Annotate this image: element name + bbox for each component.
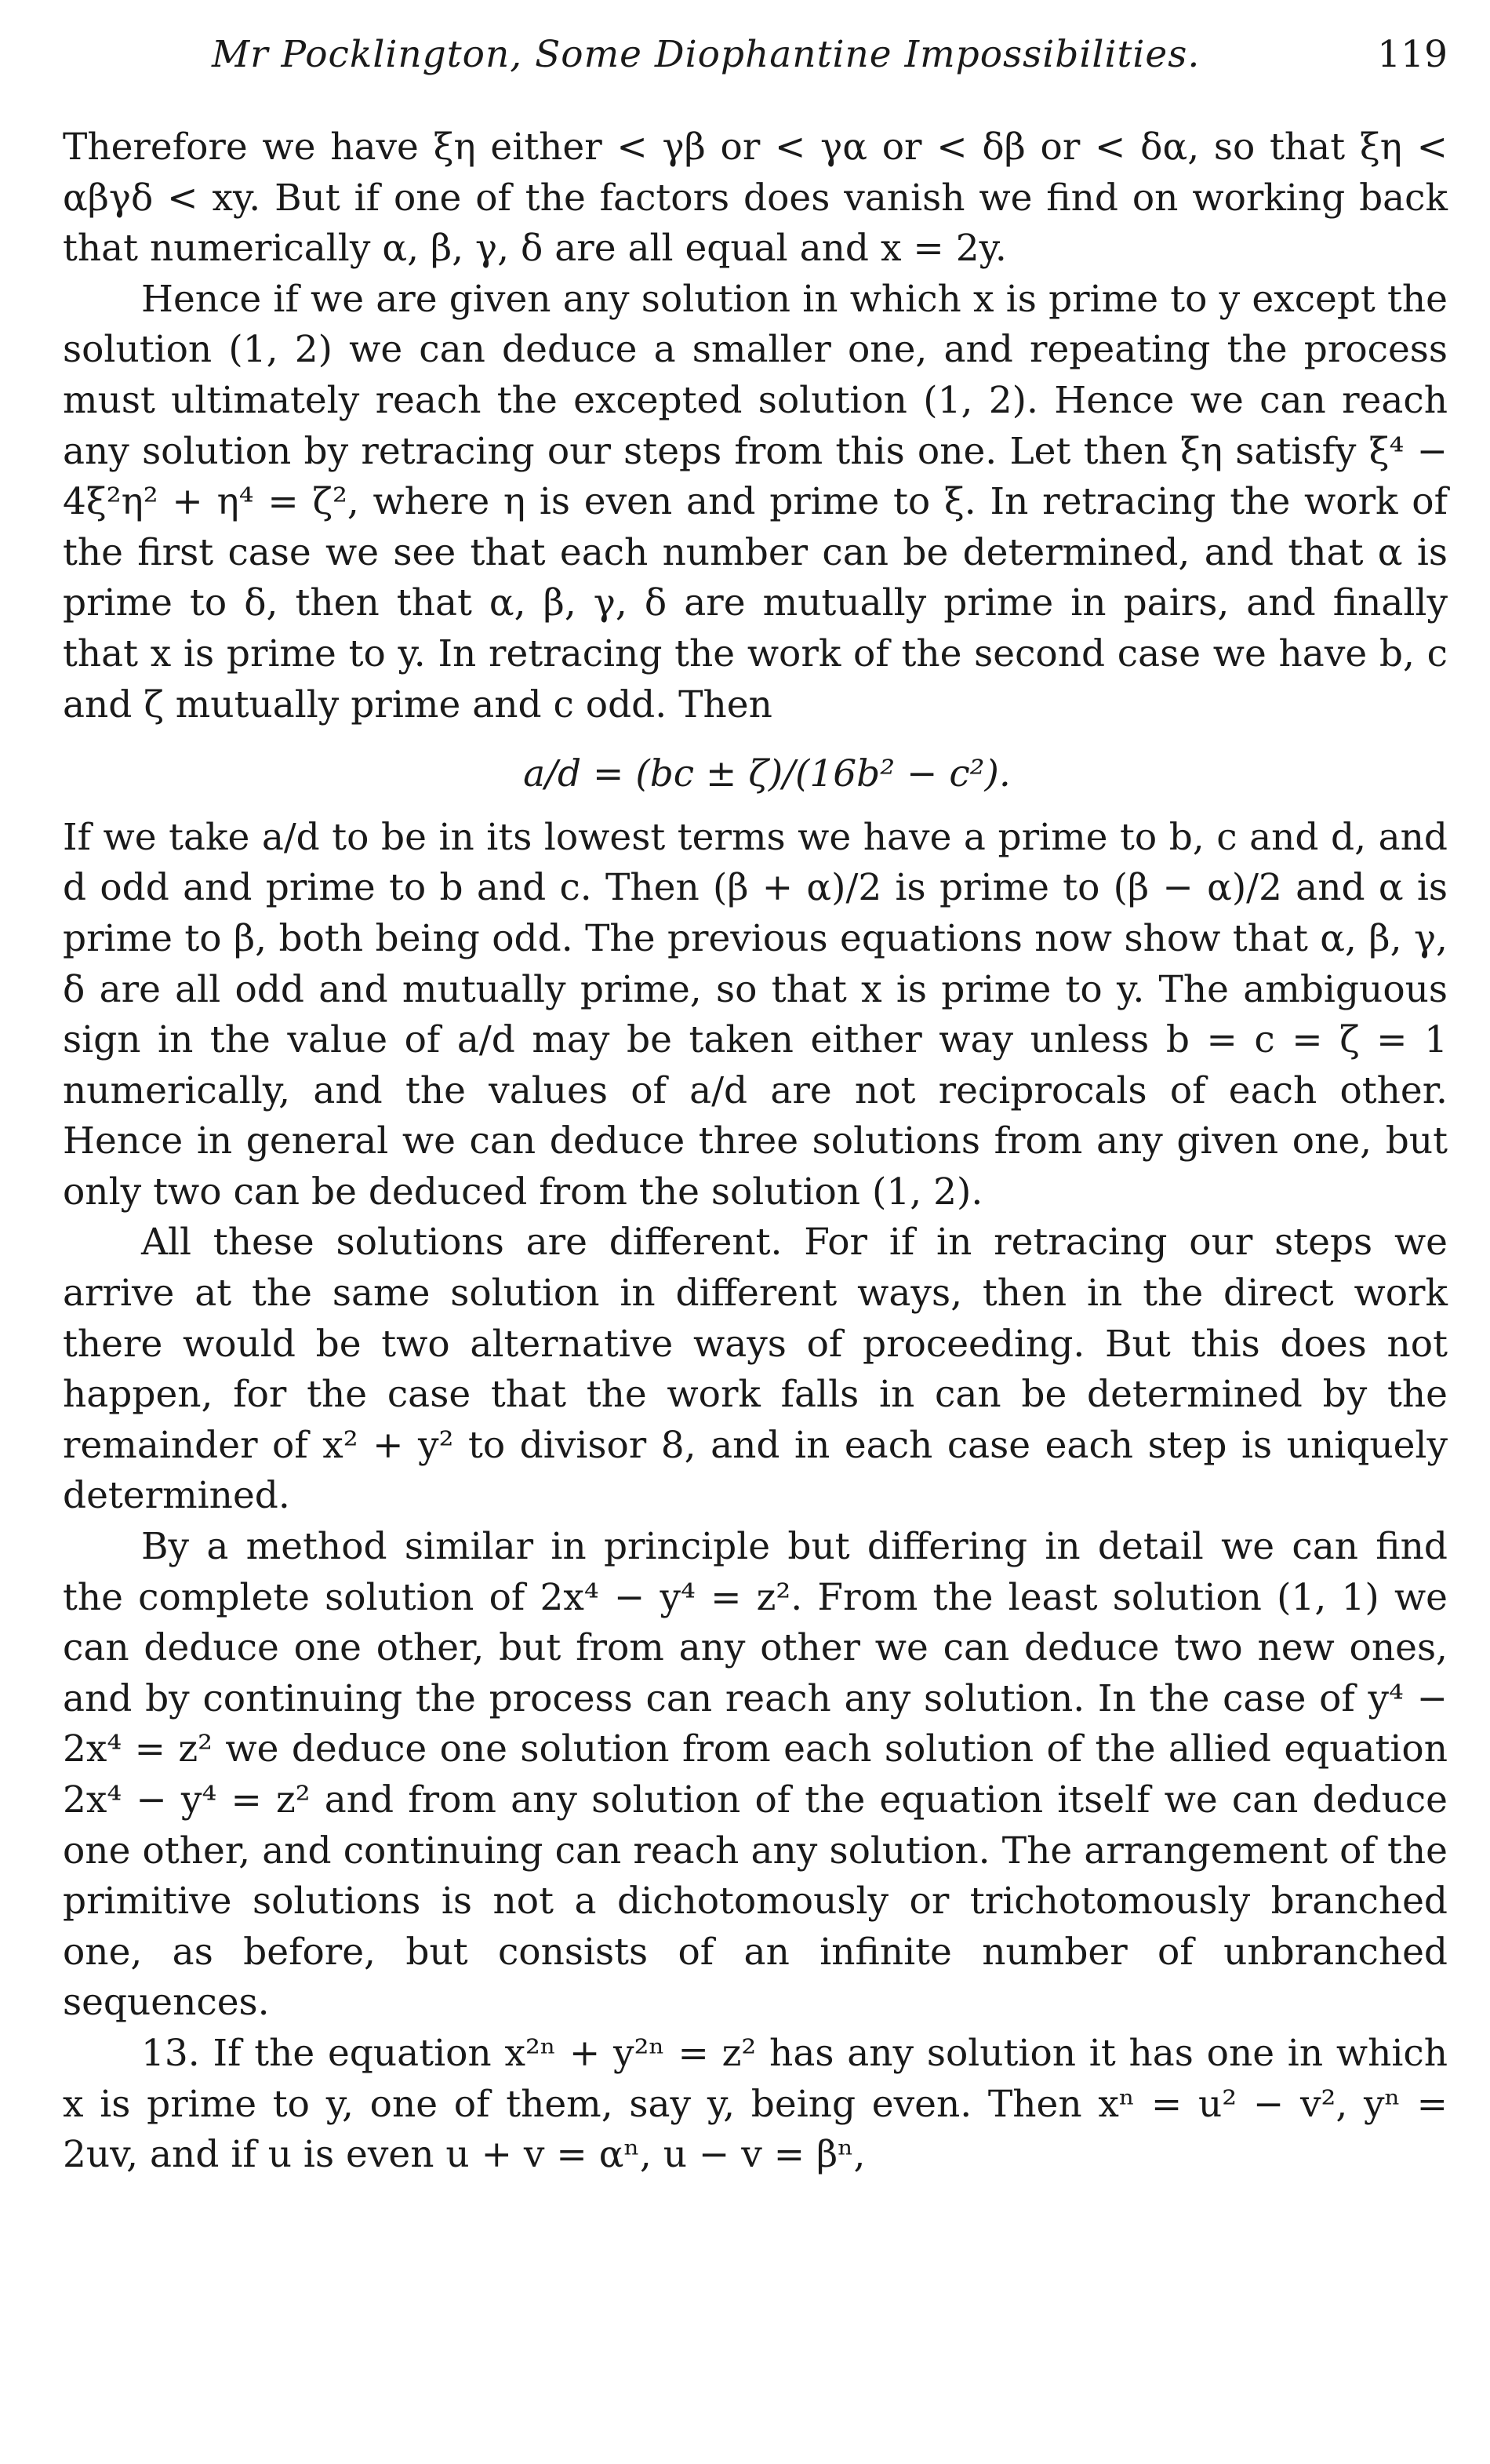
running-title: Mr Pocklington, Some Diophantine Impossibilities. bbox=[212, 33, 1201, 76]
paragraph-3: If we take a/d to be in its lowest terms we have a prime to b, c and d, and d odd and prime to b and c. Then (β + α)/2 is prime to (β − α)/2 and α is prime to β, both being odd. The previous equations now show that α, β, γ, δ are all odd and mutually prime, so that x is prime to y. The ambiguous sign in the value of a/d may be taken either way unless b = c = ζ = 1 numerically, and the values of a/d are not reciprocals of each other. Hence in general we can deduce three solutions from any given one, but only two can be deduced from the solution (1, 2). bbox=[63, 815, 1448, 1214]
paragraph-4: All these solutions are different. For if in retracing our steps we arrive at the same solution in different ways, then in the direct work there would be two alternative ways of proceeding. But this does not happen, for the case that the work falls in can be determined by the remainder of x² + y² to divisor 8, and in each case each step is uniquely determined. bbox=[63, 1221, 1448, 1518]
page bbox=[63, 22, 1448, 2181]
section-number: 13. bbox=[141, 2031, 200, 2075]
running-head bbox=[63, 22, 1448, 88]
paragraph-2: Hence if we are given any solution in which x is prime to y except the solution (1, 2) we can deduce a smaller one, and repeating the process must ultimately reach the excepted solution (1, 2). Hence we can reach any solution by retracing our steps from this one. Let then ξη satisfy ξ⁴ − 4ξ²η² + η⁴ = ζ², where η is even and prime to ξ. In retracing the work of the first case we see that each number can be determined, and that α is prime to δ, then that α, β, γ, δ are mutually prime in pairs, and finally that x is prime to y. In retracing the work of the second case we have b, c and ζ mutually prime and c odd. Then bbox=[63, 277, 1448, 726]
paragraph-5: By a method similar in principle but differing in detail we can find the complete solution of 2x⁴ − y⁴ = z². From the least solution (1, 1) we can deduce one other, but from any other we can deduce two new ones, and by continuing the process can reach any solution. In the case of y⁴ − 2x⁴ = z² we deduce one solution from each solution of the allied equation 2x⁴ − y⁴ = z² and from any solution of the equation itself we can deduce one other, and continuing can reach any solution. The arrangement of the primitive solutions is not a dichotomously or trichotomously branched one, as before, but consists of an infinite number of unbranched sequences. bbox=[63, 1525, 1448, 2025]
page-number: 119 bbox=[1377, 33, 1448, 76]
display-equation: a/d = (bc ± ζ)/(16b² − c²). bbox=[523, 752, 1011, 796]
paragraph-6 bbox=[63, 2029, 1448, 2181]
body-text bbox=[63, 122, 1448, 2181]
paragraph-6-text: If the equation x²ⁿ + y²ⁿ = z² has any solution it has one in which x is prime to y, one of them, say y, being even. Then xⁿ = u² − v², yⁿ = 2uv, and if u is even u + v = αⁿ, u − v = βⁿ, bbox=[63, 2031, 1448, 2177]
paragraph-1: Therefore we have ξη either < γβ or < γα or < δβ or < δα, so that ξη < αβγδ < xy. But if one of the factors does vanish we find on working back that numerically α, β, γ, δ are all equal and x = 2y. bbox=[63, 126, 1448, 271]
